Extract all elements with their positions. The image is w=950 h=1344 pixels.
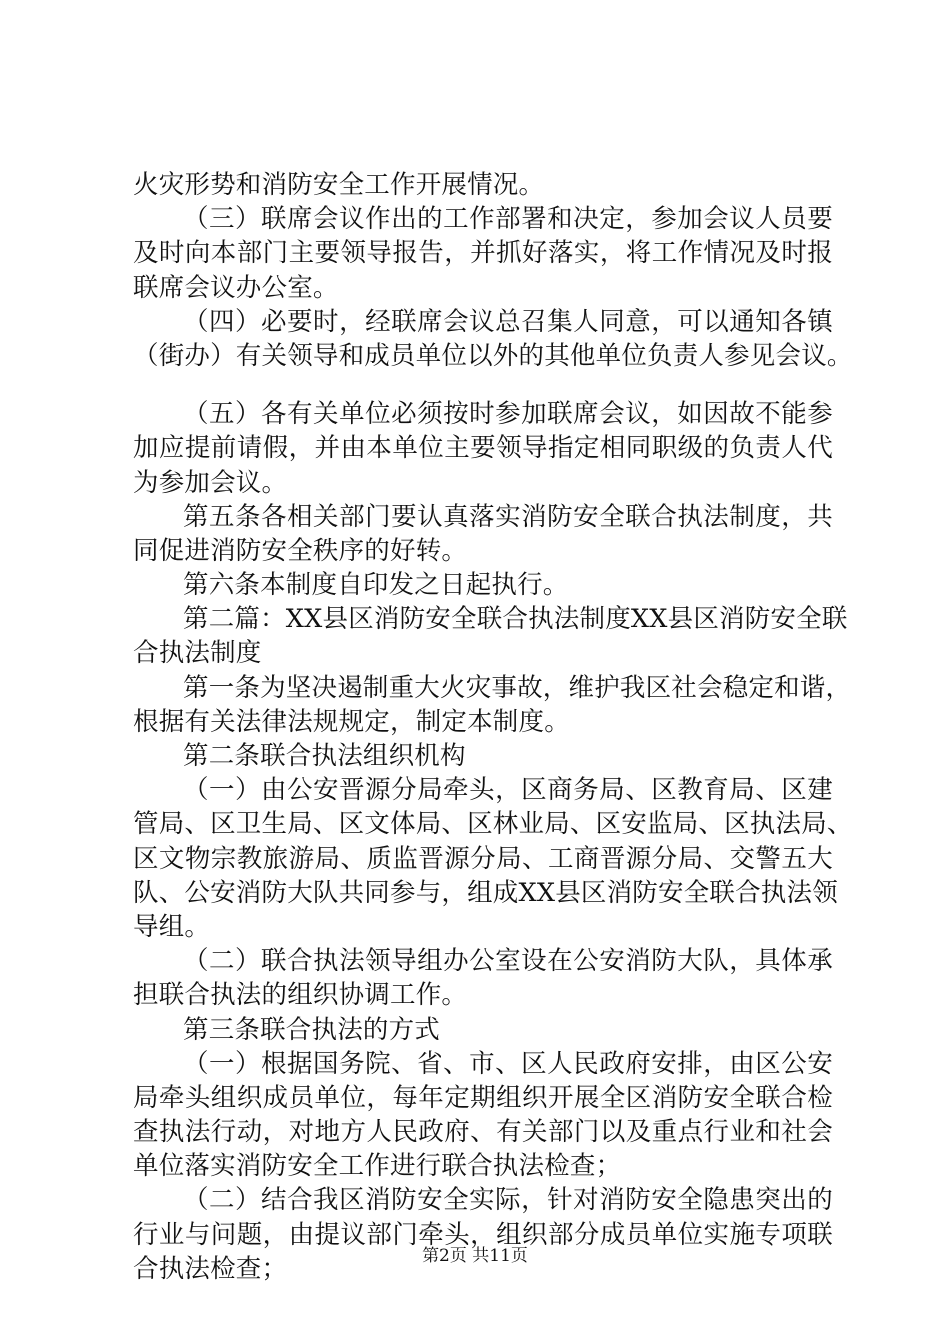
text-line: 第一条为坚决遏制重大火灾事故，维护我区社会稳定和谐， (183, 672, 852, 703)
text-line: 加应提前请假，并由本单位主要领导指定相同职级的负责人代 (133, 433, 833, 464)
text-line: 行业与问题，由提议部门牵头，组织部分成员单位实施专项联 (133, 1219, 833, 1250)
text-line: 担联合执法的组织协调工作。 (133, 980, 468, 1011)
text-line: 合执法检查； (133, 1253, 288, 1284)
text-line: （五）各有关单位必须按时参加联席会议，如因故不能参 (183, 399, 833, 430)
text-line: （二）结合我区消防安全实际，针对消防安全隐患突出的 (183, 1185, 833, 1216)
page-number-label: 第2页 共11页 (422, 1246, 528, 1266)
text-line: 导组。 (133, 911, 211, 942)
text-line: （二）联合执法领导组办公室设在公安消防大队，具体承 (183, 946, 833, 977)
text-line: 第三条联合执法的方式 (183, 1014, 441, 1045)
text-line: （一）由公安晋源分局牵头，区商务局、区教育局、区建 (183, 775, 833, 806)
text-line: 为参加会议。 (133, 467, 288, 498)
document-body (133, 168, 853, 1286)
text-line: 第二条联合执法组织机构 (183, 741, 466, 771)
text-line: 查执法行动，对地方人民政府、有关部门以及重点行业和社会 (133, 1117, 833, 1148)
text-line: 及时向本部门主要领导报告，并抓好落实，将工作情况及时报 (133, 238, 833, 269)
text-line: 队、公安消防大队共同参与，组成XX县区消防安全联合执法领 (133, 877, 838, 908)
text-line: 区文物宗教旅游局、质监晋源分局、工商晋源分局、交警五大 (133, 843, 833, 874)
text-line: 根据有关法律法规规定，制定本制度。 (133, 706, 570, 737)
text-line: 第五条各相关部门要认真落实消防安全联合执法制度，共 (183, 501, 833, 532)
text-line: 同促进消防安全秩序的好转。 (133, 535, 468, 566)
text-line: 局牵头组织成员单位，每年定期组织开展全区消防安全联合检 (133, 1082, 833, 1113)
text-line: 管局、区卫生局、区文体局、区林业局、区安监局、区执法局、 (133, 809, 853, 840)
paragraph-gap (133, 373, 833, 397)
text-line: 第二篇：XX县区消防安全联合执法制度XX县区消防安全联 (183, 604, 848, 635)
text-line: （四）必要时，经联席会议总召集人同意，可以通知各镇 (183, 306, 833, 337)
text-line: （三）联席会议作出的工作部署和决定，参加会议人员要 (183, 204, 833, 235)
text-line: 联席会议办公室。 (133, 272, 339, 303)
text-line: 合执法制度 (133, 638, 262, 669)
text-line: 火灾形势和消防安全工作开展情况。 (133, 170, 545, 200)
page-footer (0, 1246, 950, 1266)
text-line: 单位落实消防安全工作进行联合执法检查； (133, 1151, 622, 1182)
text-line: （一）根据国务院、省、市、区人民政府安排，由区公安 (183, 1048, 833, 1079)
text-line: 第六条本制度自印发之日起执行。 (183, 570, 569, 601)
text-line: （街办）有关领导和成员单位以外的其他单位负责人参见会议。 (133, 340, 853, 371)
